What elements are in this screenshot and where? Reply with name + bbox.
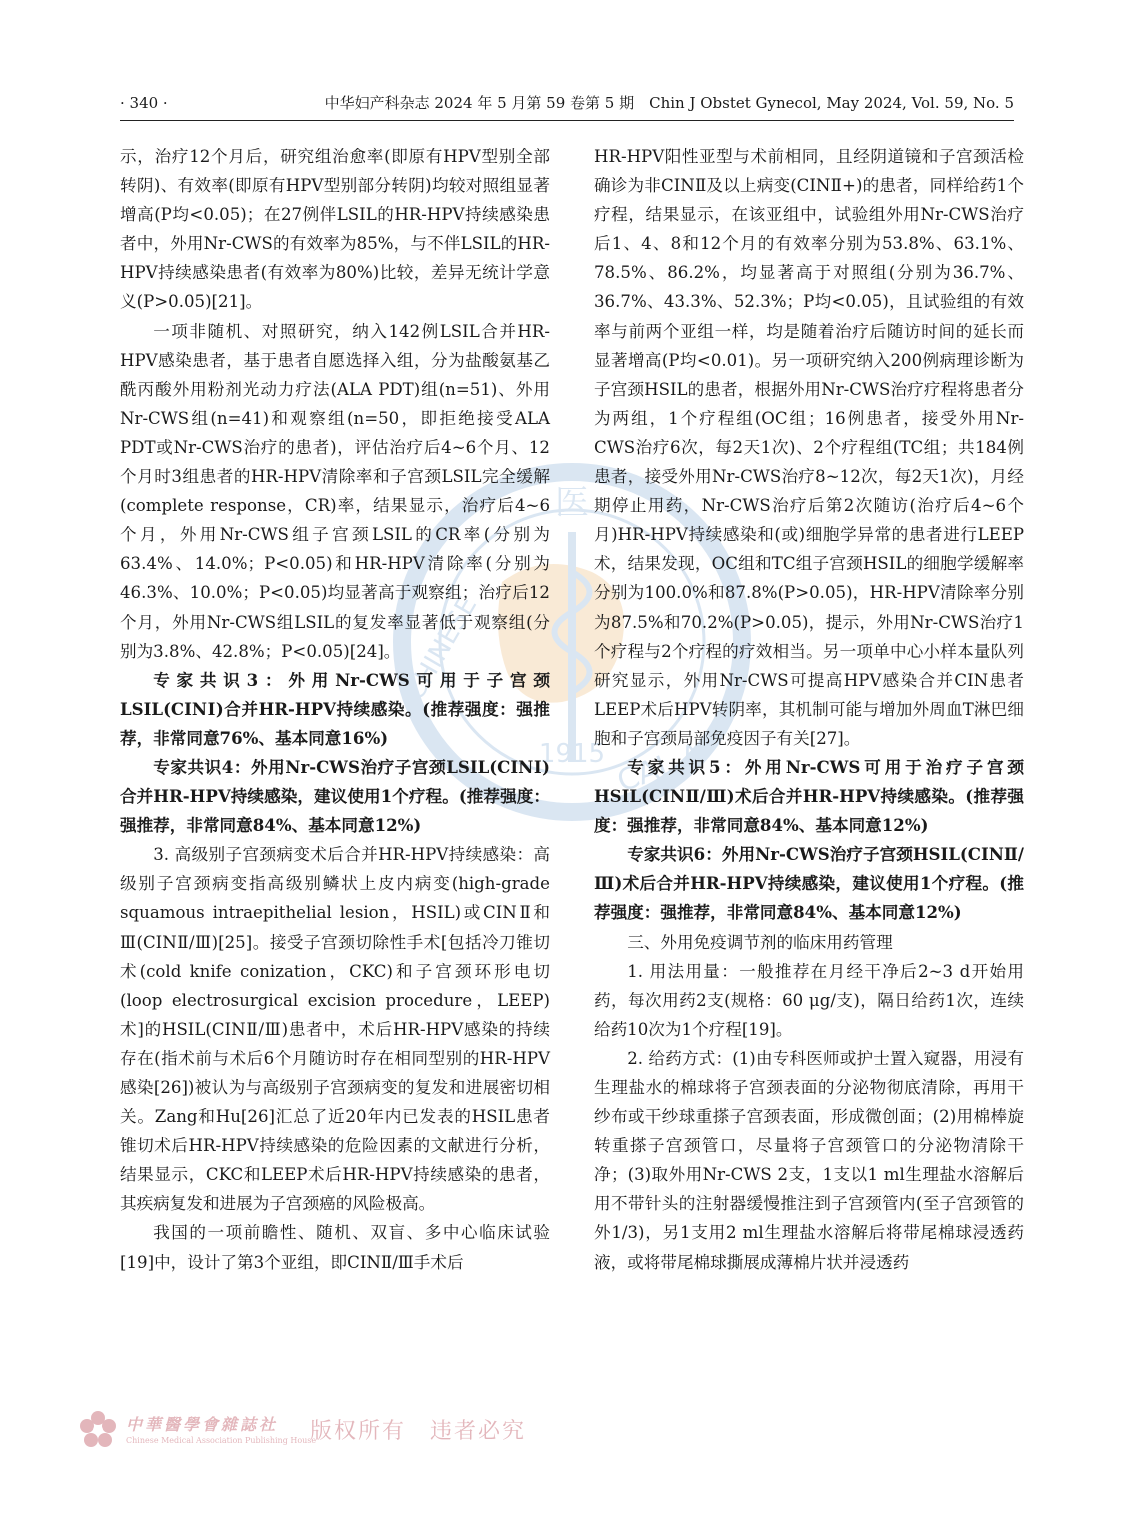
publisher-name-cn: 中華醫學會雜誌社 [126,1415,279,1434]
body-paragraph: 示，治疗12个月后，研究组治愈率(即原有HPV型别全部转阴)、有效率(即原有HPV型别部分转阴)均较对照组显著增高(P均<0.05)；在27例伴LSIL的HR-HPV持续感染患者中，外用Nr-CWS的有效率为85%，与不伴LSIL的HR-HPV持续感染患者(有效率为80%)比较，差异无统计学意义(P>0.05)[21]。 [120,147,550,312]
publisher-name-en: Chinese Medical Association Publishing House [126,1436,317,1445]
body-paragraph: 一项非随机、对照研究，纳入142例LSIL合并HR-HPV感染患者，基于患者自愿选择入组，分为盐酸氨基乙酰丙酸外用粉剂光动力疗法(ALA PDT)组(n=51)、外用Nr-CWS组(n=41)和观察组(n=50，即拒绝接受ALA PDT或Nr-CWS治疗的患者)，评估治疗后4~6个月、12个月时3组患者的HR-HPV清除率和子宫颈LSIL完全缓解(complete response，CR)率，结果显示，治疗后4~6个月，外用Nr-CWS组子宫颈LSIL的CR率(分别为63.4%、14.0%；P<0.05)和HR-HPV清除率(分别为46.3%、10.0%；P<0.05)均显著高于观察组；治疗后12个月，外用Nr-CWS组LSIL的复发率显著低于观察组(分别为3.8%、42.8%；P<0.05)[24]。 [120,321,550,661]
header-rule [120,120,1014,121]
copyright-notice: 版权所有 违者必究 [310,1419,527,1444]
left-column [120,142,550,1277]
watermark-left-text: CHINESE [400,591,484,706]
body-paragraph: HR-HPV阳性亚型与术前相同，且经阴道镜和子宫颈活检确诊为非CINⅡ及以上病变(CINⅡ+)的患者，同样给药1个疗程，结果显示，在该亚组中，试验组外用Nr-CWS治疗后1、4、8和12个月的有效率分别为53.8%、63.1%、78.5%、86.2%，均显著高于对照组(分别为36.7%、36.7%、43.3%、52.3%；P均<0.05)，且试验组的有效率与前两个亚组一样，均是随着治疗后随访时间的延长而显著增高(P均<0.01)。另一项研究纳入200例病理诊断为子宫颈HSIL的患者，根据外用Nr-CWS治疗疗程将患者分为两组，1个疗程组(OC组；16例患者，接受外用Nr-CWS治疗6次，每2天1次)、2个疗程组(TC组；共184例患者，接受外用Nr-CWS治疗8~12次，每2天1次)，月经期停止用药，Nr-CWS治疗后第2次随访(治疗后4~6个月)HR-HPV持续感染和(或)细胞学异常的患者进行LEEP术，结果发现，OC组和TC组子宫颈HSIL的细胞学缓解率分别为100.0%和87.8%(P>0.05)，HR-HPV清除率分别为87.5%和70.2%(P>0.05)，提示，外用Nr-CWS治疗1个疗程与2个疗程的疗效相当。另一项单中心小样本量队列研究显示，外用Nr-CWS可提高HPV感染合并CIN患者LEEP术后HPV转阴率，其机制可能与增加外周血T淋巴细胞和子宫颈局部免疫因子有关[27]。 [594,147,1024,748]
body-paragraph: 我国的一项前瞻性、随机、双盲、多中心临床试验[19]中，设计了第3个亚组，即CINⅡ/Ⅲ手术后 [120,1223,550,1272]
watermark-year: 1915 [538,739,606,769]
page-number: · 340 · [120,94,168,112]
flower-logo-icon [78,1410,118,1450]
consensus-paragraph: 专家共识5：外用Nr-CWS可用于治疗子宫颈HSIL(CINⅡ/Ⅲ)术后合并HR-HPV持续感染。(推荐强度：强推荐，非常同意84%、基本同意12%) [594,756,1024,836]
watermark-top-char: 医 [555,483,589,523]
right-column [594,142,1024,1277]
body-paragraph: 3. 高级别子宫颈病变术后合并HR-HPV持续感染：高级别子宫颈病变指高级别鳞状上皮内病变(high-grade squamous intraepithelial lesion，HSIL)或CINⅡ和Ⅲ(CINⅡ/Ⅲ)[25]。接受子宫颈切除性手术[包括冷刀锥切术(cold knife conization，CKC)和子宫颈环形电切(loop electrosurgical excision procedure，LEEP)术]的HSIL(CINⅡ/Ⅲ)患者中，术后HR-HPV感染的持续存在(指术前与术后6个月随访时存在相同型别的HR-HPV感染[26])被认为与高级别子宫颈病变的复发和进展密切相关。Zang和Hu[26]汇总了近20年内已发表的HSIL患者锥切术后HR-HPV持续感染的危险因素的文献进行分析，结果显示，CKC和LEEP术后HR-HPV持续感染的患者，其疾病复发和进展为子宫颈癌的风险极高。 [120,845,550,1214]
consensus-paragraph: 专家共识6：外用Nr-CWS治疗子宫颈HSIL(CINⅡ/Ⅲ)术后合并HR-HPV持续感染，建议使用1个疗程。(推荐强度：强推荐，非常同意84%、基本同意12%) [594,844,1024,923]
watermark-serpent [555,572,590,692]
body-paragraph: 2. 给药方式：(1)由专科医师或护士置入窥器，用浸有生理盐水的棉球将子宫颈表面的分泌物彻底清除，再用干纱布或干纱球重搽子宫颈表面，形成微创面；(2)用棉棒旋转重搽子宫颈管口，尽量将子宫颈管口的分泌物清除干净；(3)取外用Nr-CWS 2支，1支以1 ml生理盐水溶解后用不带针头的注射器缓慢推注到子宫颈管内(至子宫颈管的外1/3)，另1支用2 ml生理盐水溶解后将带尾棉球浸透药液，或将带尾棉球撕展成薄棉片状并浸透药 [594,1048,1024,1272]
journal-citation: 中华妇产科杂志 2024 年 5 月第 59 卷第 5 期 Chin J Obstet Gynecol, May 2024, Vol. 59, No. 5 [324,94,1014,112]
publisher-mark [78,1408,527,1454]
watermark-right-text: CAL A [612,736,708,800]
consensus-paragraph: 专家共识4：外用Nr-CWS治疗子宫颈LSIL(CINⅠ)合并HR-HPV持续感染，建议使用1个疗程。(推荐强度：强推荐，非常同意84%、基本同意12%) [120,756,550,836]
consensus-paragraph: 专家共识3：外用Nr-CWS可用于子宫颈LSIL(CINⅠ)合并HR-HPV持续感染。(推荐强度：强推荐，非常同意76%、基本同意16%) [120,669,550,748]
body-paragraph: 1. 用法用量：一般推荐在月经干净后2~3 d开始用药，每次用药2支(规格：60 μg/支)，隔日给药1次，连续给药10次为1个疗程[19]。 [594,961,1024,1039]
section-heading: 三、外用免疫调节剂的临床用药管理 [627,932,893,952]
running-header [120,92,1014,114]
